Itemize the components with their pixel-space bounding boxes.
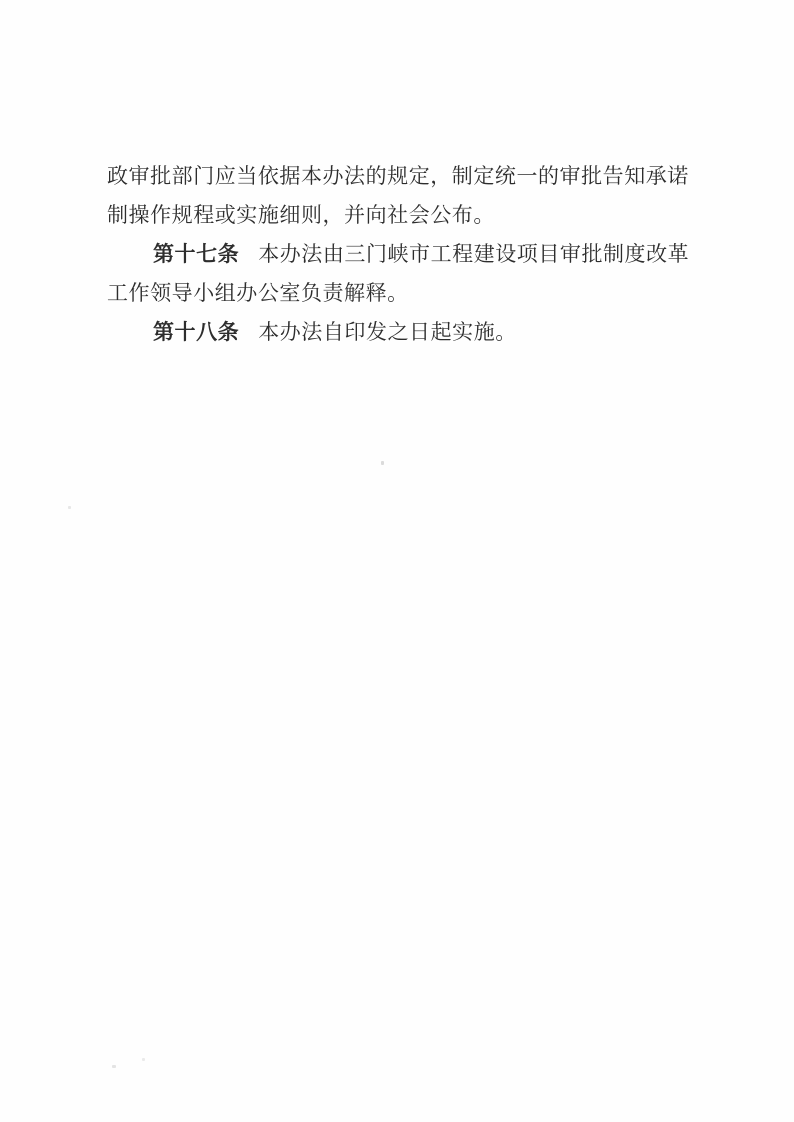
body-text-line: 政审批部门应当依据本办法的规定，制定统一的审批告知承诺	[107, 164, 689, 188]
body-text-line	[107, 235, 689, 274]
scan-noise-speck	[112, 1065, 116, 1068]
scan-noise-speck	[68, 506, 71, 509]
article-17-number: 第十七条	[153, 242, 240, 266]
scan-noise-speck	[381, 461, 384, 465]
article-18-text: 本办法自印发之日起实施。	[258, 320, 517, 344]
article-18-number: 第十八条	[153, 320, 240, 344]
document-text-block	[107, 157, 689, 352]
body-text-line: 制操作规程或实施细则，并向社会公布。	[107, 203, 495, 227]
scan-noise-speck	[142, 1058, 145, 1061]
body-text-line	[107, 313, 689, 352]
body-text-line: 工作领导小组办公室负责解释。	[107, 281, 409, 305]
article-17-text: 本办法由三门峡市工程建设项目审批制度改革	[258, 242, 690, 266]
